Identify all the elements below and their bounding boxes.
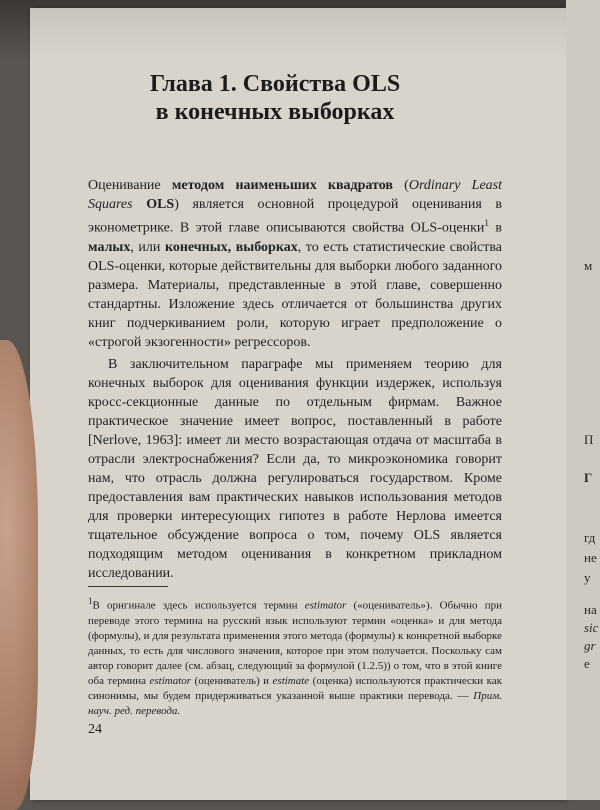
- text-run: , или: [130, 239, 165, 255]
- adjacent-page-edge: [566, 0, 600, 800]
- adjacent-text-fragment: П: [584, 432, 594, 447]
- adjacent-text-fragment: м: [584, 258, 593, 273]
- text-run: В оригинале здесь используется термин: [92, 599, 305, 612]
- chapter-title-line: в конечных выборках: [155, 99, 395, 125]
- paragraph: [88, 176, 502, 352]
- italic-term: Ordinary Least Squares: [88, 178, 503, 212]
- adjacent-text-fragment: гд: [584, 530, 596, 545]
- adjacent-text-fragment: gr: [584, 638, 596, 653]
- italic-term: estimator: [304, 599, 347, 612]
- chapter-title: [140, 70, 410, 126]
- text-run: («оцениватель»). Обычно при переводе этого термина на русский язык используют термин «оценка» и для метода (формулы), и для результата применения этого метода (формулы) к конкретной выборке данных, то есть для числового значения, которое при этом получается. Поскольку сам автор говорит далее (см. абзац, следующий за формулой (1.2.5)) о том, что в этой книге оба термина: [88, 599, 502, 687]
- text-run: (оценка) используются практически как синонимы, мы будем придерживаться указанной выше практики перевода. —: [88, 674, 502, 702]
- bold-term: малых: [88, 239, 131, 255]
- page-number: 24: [88, 722, 102, 737]
- chapter-title-line: Глава 1. Свойства OLS: [149, 71, 401, 97]
- adjacent-text-fragment: sic: [584, 620, 599, 635]
- text-run: в: [488, 220, 502, 236]
- bleed-through-area: [30, 8, 566, 58]
- body-text: [88, 176, 502, 583]
- adjacent-text-fragment: не: [584, 550, 597, 565]
- italic-term: estimate: [272, 674, 310, 687]
- text-run: ) является основной процедурой оценивания в эконометрике. В этой главе описываются свойства OLS-оценки: [88, 197, 502, 236]
- bold-term: методом наименьших квадратов: [171, 178, 393, 193]
- adjacent-text-fragment: на: [584, 602, 597, 617]
- footnote-number: 1: [88, 596, 93, 606]
- bold-term: OLS: [146, 197, 175, 212]
- text-run: Оценивание: [88, 178, 172, 193]
- adjacent-text-fragment: е: [584, 656, 590, 671]
- footnote-marker: 1: [484, 218, 489, 228]
- italic-term: estimator: [149, 674, 192, 687]
- text-run: , то есть статистические свойства OLS-оценки, которые действительны для выборки любого заданного размера. Материалы, представленные в этой главе, совершенно стандартны. Изложение здесь отличается от большинства других книг подчеркиванием роли, которую играет предположение о «строгой экзогенности» регрессоров.: [88, 239, 502, 350]
- paragraph: В заключительном параграфе мы применяем теорию для конечных выборок для оценивания функции издержек, используя кросс-секционные данные по отдельным фирмам. Важное практическое значение имеет вопрос, поставленный в работе [Nerlove, 1963]: имеет ли место возрастающая отдача от масштаба в отрасли электроснабжения? Если да, то микроэкономика говорит нам, что отрасль должна регулироваться государством. Кроме предоставления вам практических навыков использования методов для проверки интересующих гипотез в работе Нерлова имеется тщательное обсуждение вопроса о том, почему OLS является подходящим методом оценивания в конкретном прикладном исследовании.: [88, 356, 502, 581]
- italic-term: Прим. науч. ред. перевода.: [88, 689, 502, 717]
- text-run: (: [392, 178, 409, 193]
- footnote: [88, 594, 502, 719]
- footnote-divider: [88, 586, 168, 587]
- adjacent-text-fragment: у: [584, 570, 591, 585]
- adjacent-text-fragment: Г: [584, 470, 593, 485]
- bold-term: конечных, выборках: [164, 239, 298, 255]
- text-run: [133, 197, 147, 212]
- text-run: (оцениватель) и: [191, 674, 273, 687]
